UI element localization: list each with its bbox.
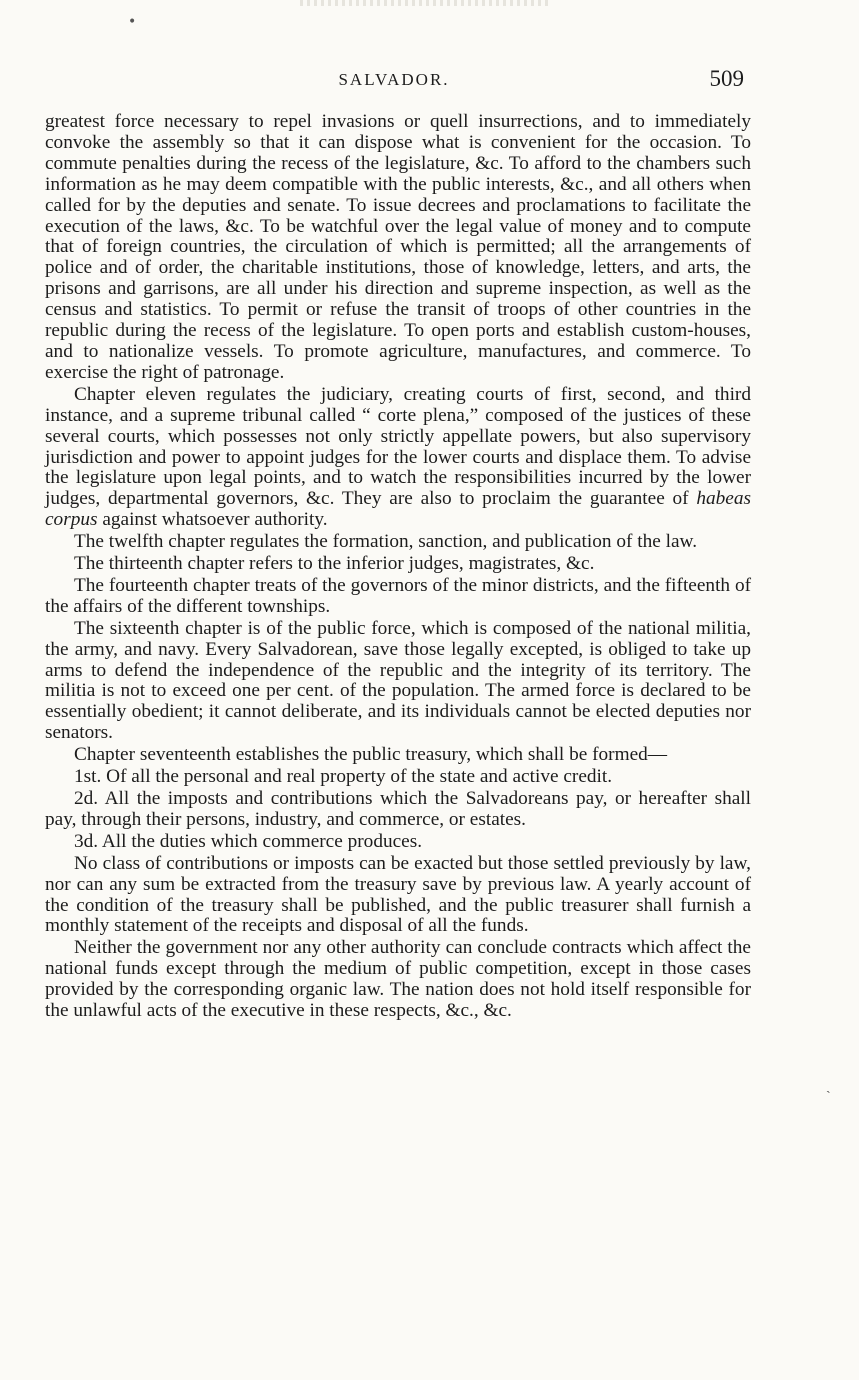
paragraph: 1st. Of all the personal and real property of the state and active credit. (74, 766, 613, 788)
paragraph: 3d. All the duties which commerce produces. (74, 830, 423, 852)
paragraph: greatest force necessary to repel invasions or quell insurrections, and to immediately convoke the assembly so that it can dispose what is convenient for the occasion. To commute penalties during the recess of the legislature, &c. To afford to the chambers such information as he may deem compatible with the public interests, &c., and all others when called for by the deputies and senate. To issue decrees and proclamations to facilitate the execution of the laws, &c. To be watchful over the legal value of money and to compute that of foreign countries, the circulation of which is permitted; all the arrangements of police and of order, the charitable institutions, those of knowledge, letters, and arts, the prisons and garrisons, are all under his direction and supreme inspection, as well as the census and statistics. To permit or refuse the transit of troops of other countries in the republic during the recess of the legislature. To open ports and establish custom-houses, and to nationalize vessels. To promote agriculture, manufactures, and commerce. To exercise the right of patronage. (45, 111, 751, 383)
scan-noise (300, 0, 550, 6)
paragraph: The fourteenth chapter treats of the governors of the minor districts, and the fifteenth of the affairs of the different townships. (45, 574, 751, 617)
paragraph: Chapter eleven regulates the judiciary, creating courts of first, second, and third instance, and a supreme tribunal called “ corte plena,” composed of the justices of these several courts, which possesses not only strictly appellate powers, but also supervisory jurisdiction and power to appoint judges for the lower courts and displace them. To advise the legislature upon legal points, and to watch the responsibilities incurred by the lower judges, departmental governors, &c. They are also to proclaim the guarantee of habeas corpus against whatsoever authority. (45, 383, 751, 531)
italic-term: habeas corpus (45, 488, 751, 531)
paragraph: The twelfth chapter regulates the formation, sanction, and publication of the law. (74, 531, 698, 553)
paragraph: Chapter seventeenth establishes the public treasury, which shall be formed— (74, 744, 668, 766)
page-header (44, 66, 744, 96)
stray-mark: • (128, 14, 137, 30)
stray-mark: ˏ (826, 1078, 831, 1094)
paragraph: 2d. All the imposts and contributions which the Salvadoreans pay, or hereafter shall pay, through their persons, industry, and commerce, or estates. (45, 788, 751, 830)
paragraph: The sixteenth chapter is of the public force, which is composed of the national militia, the army, and navy. Every Salvadorean, save those legally excepted, is obliged to take up arms to defend the independence of the republic and the integrity of its territory. The militia is not to exceed one per cent. of the population. The armed force is declared to be essentially obedient; it cannot deliberate, and its individuals cannot be elected deputies nor senators. (45, 617, 751, 744)
paragraph: The thirteenth chapter refers to the inferior judges, magistrates, &c. (74, 553, 595, 575)
paragraph: No class of contributions or imposts can be exacted but those settled previously by law, nor can any sum be extracted from the treasury save by previous law. A yearly account of the condition of the treasury shall be published, and the public treasurer shall furnish a monthly statement of the receipts and disposal of all the funds. (45, 852, 751, 937)
body-text (45, 112, 751, 1022)
paragraph: Neither the government nor any other authority can conclude contracts which affect the national funds except through the medium of public competition, except in those cases provided by the corresponding organic law. The nation does not hold itself responsible for the unlawful acts of the executive in these respects, &c., &c. (45, 937, 751, 1022)
running-head: SALVADOR. (338, 70, 450, 89)
page-number: 509 (709, 66, 744, 91)
